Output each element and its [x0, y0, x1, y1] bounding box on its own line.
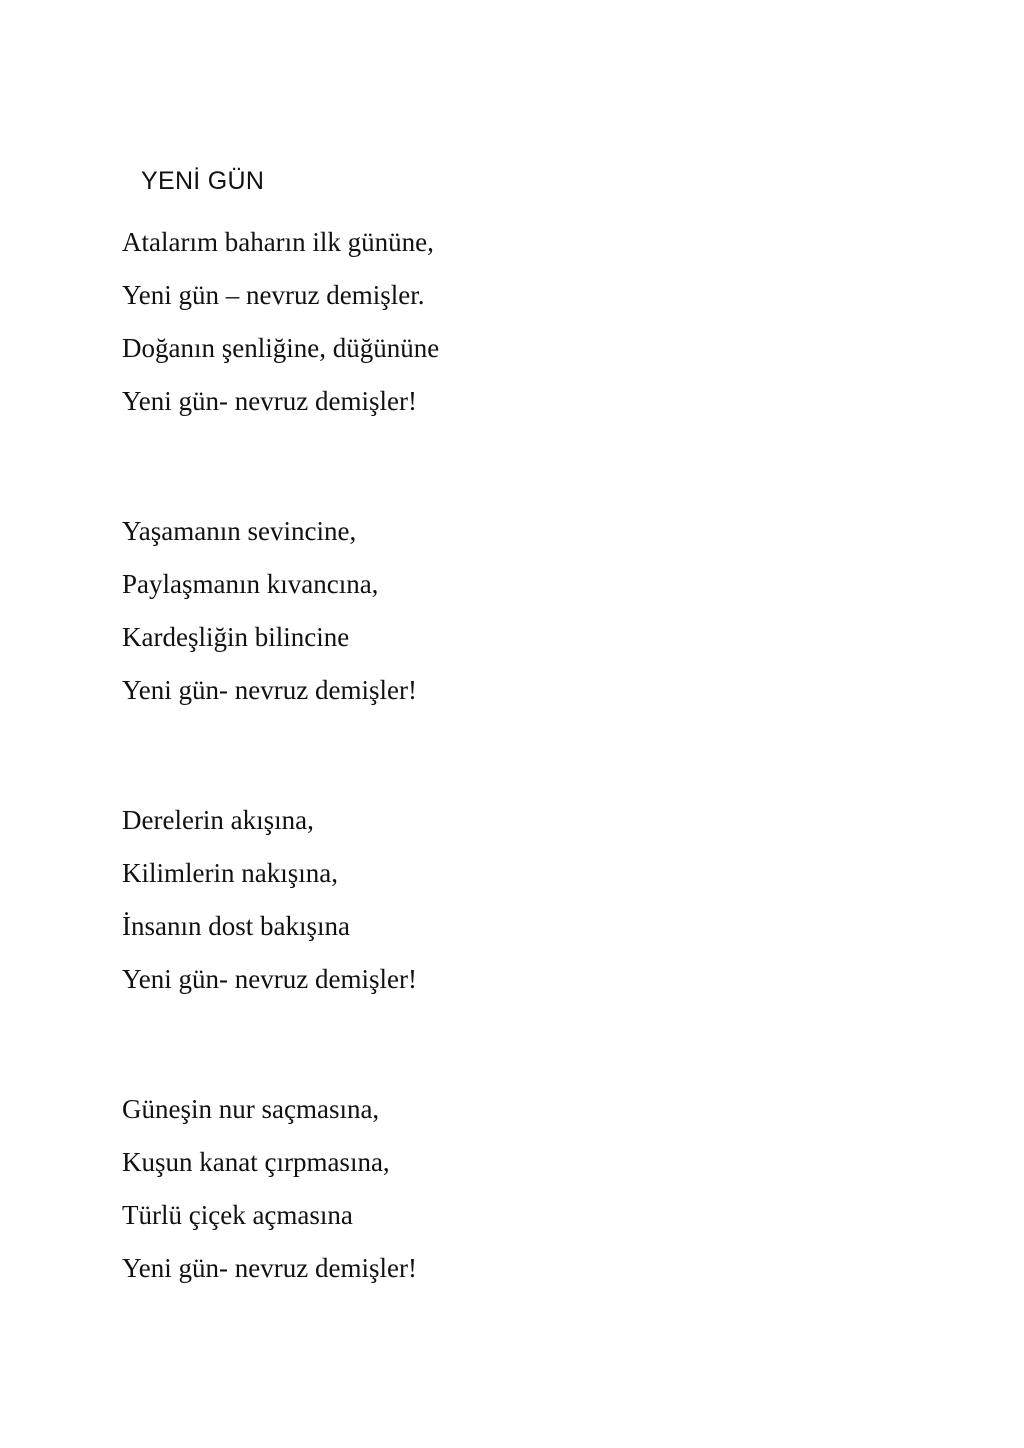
poem-line: Kardeşliğin bilincine [122, 622, 350, 652]
poem-title: YENİ GÜN [141, 167, 265, 195]
poem-line: Paylaşmanın kıvancına, [122, 569, 379, 599]
poem-line: Yeni gün- nevruz demişler! [122, 1253, 417, 1283]
poem-line: Kilimlerin nakışına, [122, 858, 338, 888]
poem-line: Kuşun kanat çırpmasına, [122, 1147, 390, 1177]
poem-line: Türlü çiçek açmasına [122, 1200, 353, 1230]
stanza-2 [122, 505, 439, 717]
poem-line: Atalarım baharın ilk gününe, [122, 227, 434, 257]
poem-line: Derelerin akışına, [122, 805, 314, 835]
poem-body [122, 216, 439, 1372]
stanza-4 [122, 1083, 439, 1295]
poem-line: Yeni gün – nevruz demişler. [122, 280, 425, 310]
poem-line: Yaşamanın sevincine, [122, 516, 357, 546]
poem-line: Doğanın şenliğine, düğününe [122, 333, 440, 363]
poem-line: Güneşin nur saçmasına, [122, 1094, 380, 1124]
poem-line: İnsanın dost bakışına [122, 911, 350, 941]
poem-line: Yeni gün- nevruz demişler! [122, 386, 417, 416]
poem-line: Yeni gün- nevruz demişler! [122, 675, 417, 705]
poem-line: Yeni gün- nevruz demişler! [122, 964, 417, 994]
stanza-1 [122, 216, 439, 428]
stanza-3 [122, 794, 439, 1006]
